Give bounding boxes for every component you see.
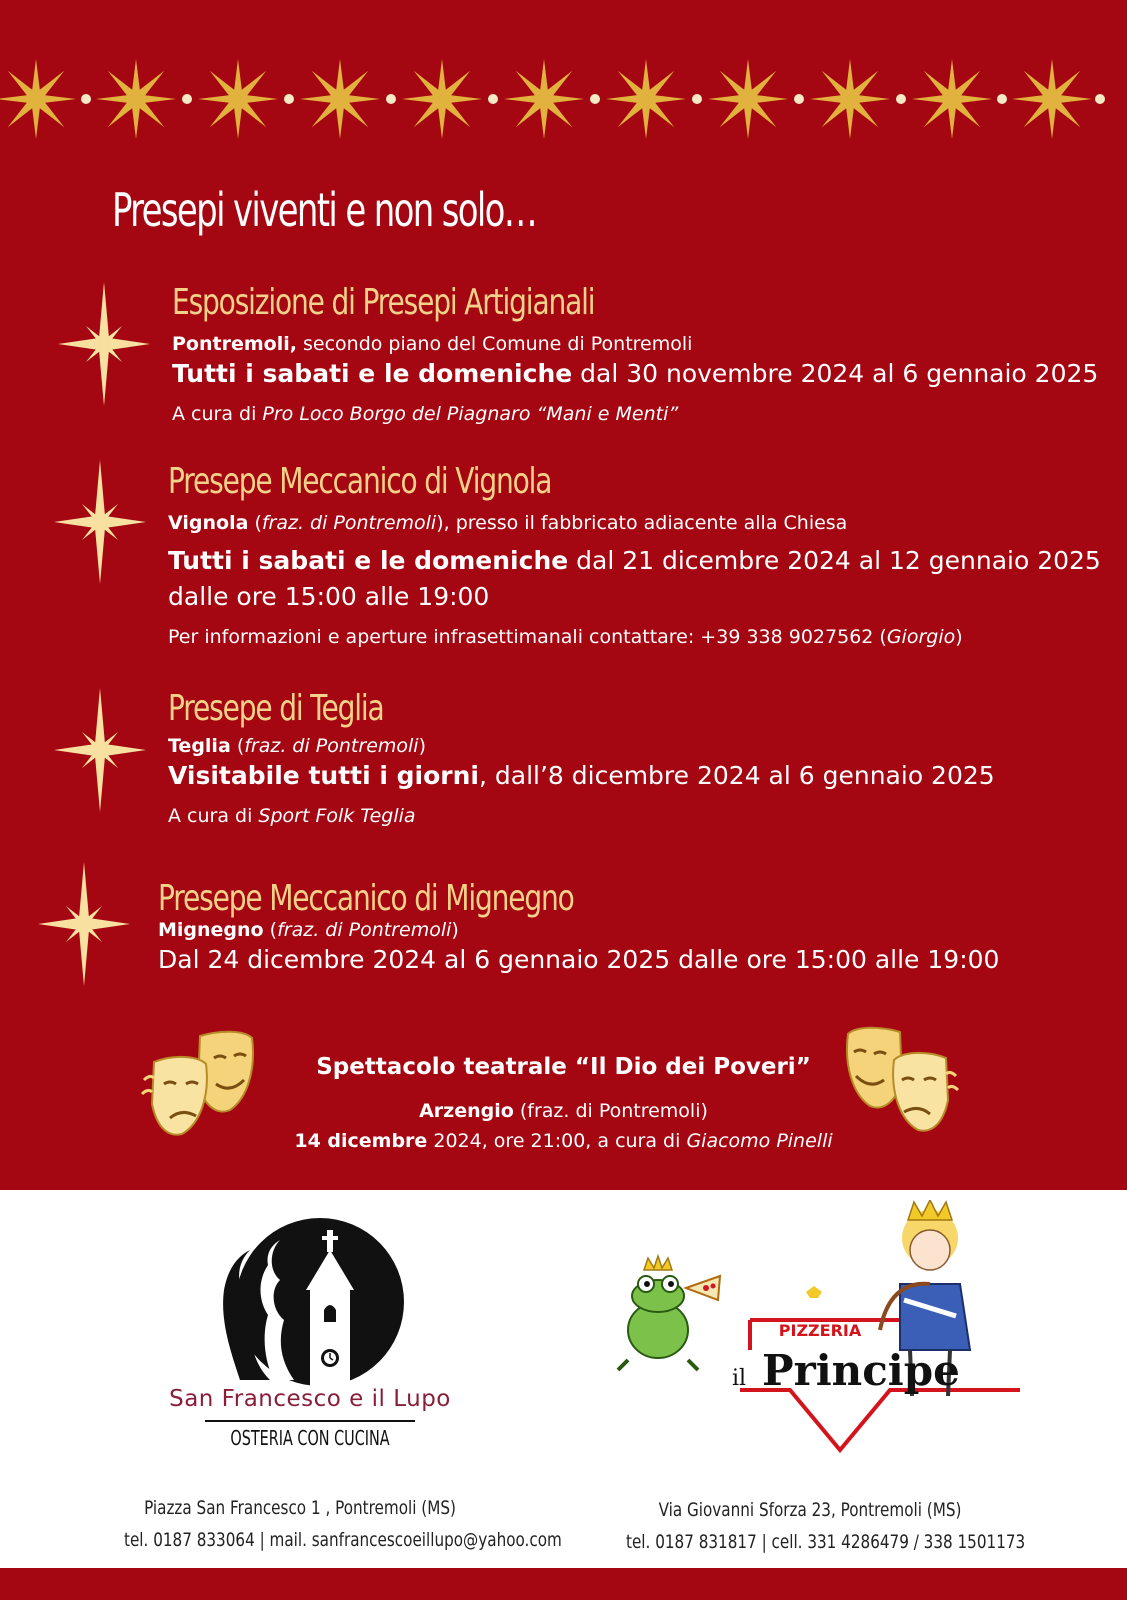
- sparkle-star-icon: [52, 460, 148, 584]
- dot-icon: [794, 94, 804, 104]
- event-hours: dalle ore 15:00 alle 19:00: [168, 582, 490, 611]
- event-title: Presepe Meccanico di Mignegno: [158, 878, 574, 919]
- event-esposizione: [172, 282, 1098, 428]
- event-dates: Dal 24 dicembre 2024 al 6 gennaio 2025 dalle ore 15:00 alle 19:00: [158, 945, 1000, 974]
- dot-icon: [590, 94, 600, 104]
- event-title: Presepe Meccanico di Vignola: [168, 461, 552, 502]
- gold-star-icon: [402, 59, 482, 139]
- dot-icon: [997, 94, 1007, 104]
- event-dates: Visitabile tutti i giorni, dall’8 dicembre 2024 al 6 gennaio 2025: [168, 761, 995, 790]
- pizzeria-name: Principe: [762, 1346, 960, 1395]
- left-sponsor-contact: [124, 1492, 562, 1556]
- gold-star-icon: [912, 59, 992, 139]
- event-place: Vignola (fraz. di Pontremoli), presso il fabbricato adiacente alla Chiesa: [168, 512, 848, 534]
- sparkle-star-icon: [56, 282, 152, 406]
- show-place: Arzengio (fraz. di Pontremoli): [419, 1100, 708, 1122]
- frog-prince-icon: [618, 1256, 698, 1370]
- event-curator: A cura di Pro Loco Borgo del Piagnaro “Mani e Menti”: [172, 403, 679, 425]
- pizza-slice-icon: [686, 1276, 720, 1300]
- event-place: Mignegno (fraz. di Pontremoli): [158, 919, 459, 941]
- pizzeria-name-small: il: [732, 1366, 747, 1391]
- event-place: Teglia (fraz. di Pontremoli): [168, 735, 426, 757]
- sponsor-address: Via Giovanni Sforza 23, Pontremoli (MS): [658, 1499, 962, 1521]
- sponsor-san-francesco: [150, 1210, 470, 1450]
- sponsor-tagline: OSTERIA CON CUCINA: [230, 1426, 390, 1450]
- dot-icon: [81, 94, 91, 104]
- gold-star-icon: [1012, 59, 1092, 139]
- dot-icon: [284, 94, 294, 104]
- gold-star-icon: [708, 59, 788, 139]
- sponsor-name: San Francesco e il Lupo: [169, 1386, 451, 1412]
- sponsor-contact: tel. 0187 831817 | cell. 331 4286479 / 338 1501173: [626, 1531, 1026, 1553]
- event-mignegno: [158, 878, 999, 978]
- sponsor-il-principe: [600, 1200, 1060, 1464]
- church-bell-tower-logo: [210, 1210, 410, 1390]
- event-curator: A cura di Sport Folk Teglia: [168, 805, 416, 827]
- event-title: Presepe di Teglia: [168, 688, 384, 729]
- sparkle-star-icon: [36, 862, 132, 986]
- event-vignola: [168, 461, 1101, 651]
- gold-star-icon: [504, 59, 584, 139]
- gold-star-icon: [96, 59, 176, 139]
- bottom-bar: [0, 1568, 1127, 1600]
- right-sponsor-contact: [626, 1494, 1026, 1558]
- sparkle-star-icon: [52, 688, 148, 812]
- star-border: [0, 55, 1127, 145]
- event-place: Pontremoli, secondo piano del Comune di Pontremoli: [172, 333, 693, 355]
- gold-star-icon: [0, 59, 76, 139]
- show-title: Spettacolo teatrale “Il Dio dei Poveri”: [316, 1054, 811, 1080]
- pizzeria-label: PIZZERIA: [778, 1321, 862, 1340]
- gold-star-icon: [198, 59, 278, 139]
- event-dates: Tutti i sabati e le domeniche dal 21 dicembre 2024 al 12 gennaio 2025: [168, 546, 1101, 575]
- divider: [205, 1420, 415, 1422]
- event-dates: Tutti i sabati e le domeniche dal 30 novembre 2024 al 6 gennaio 2025: [172, 359, 1099, 388]
- dot-icon: [488, 94, 498, 104]
- event-title: Esposizione di Presepi Artigianali: [172, 282, 595, 323]
- dot-icon: [386, 94, 396, 104]
- dot-icon: [896, 94, 906, 104]
- show-date: 14 dicembre 2024, ore 21:00, a cura di Giacomo Pinelli: [294, 1130, 833, 1152]
- gold-star-icon: [606, 59, 686, 139]
- gold-star-icon: [810, 59, 890, 139]
- sponsor-address: Piazza San Francesco 1 , Pontremoli (MS): [144, 1497, 456, 1519]
- pizzeria-logo: [600, 1200, 1040, 1460]
- theater-show: [0, 1050, 1127, 1156]
- dot-icon: [692, 94, 702, 104]
- event-contact: Per informazioni e aperture infrasettimanali contattare: +39 338 9027562 (Giorgio): [168, 626, 963, 648]
- event-teglia: [168, 688, 995, 830]
- sponsor-contact: tel. 0187 833064 | mail. sanfrancescoeillupo@yahoo.com: [124, 1529, 562, 1551]
- dot-icon: [1095, 94, 1105, 104]
- page-title: Presepi viventi e non solo…: [112, 183, 537, 237]
- gold-star-icon: [300, 59, 380, 139]
- dot-icon: [182, 94, 192, 104]
